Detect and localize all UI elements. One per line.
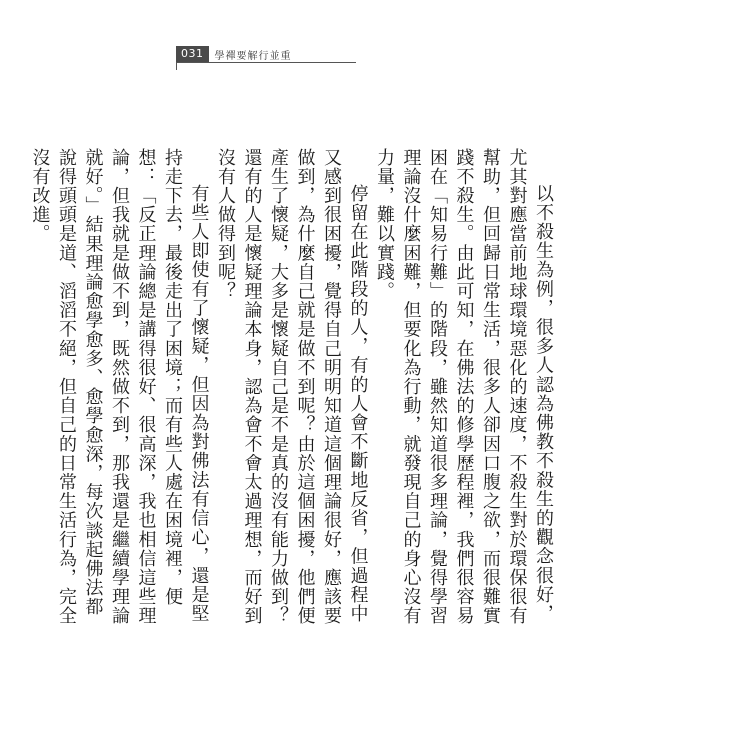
chapter-title: 學禪要解行並重 [214,50,292,62]
header-tick [176,62,177,70]
paragraph: 以不殺生為例，很多人認為佛教不殺生的觀念很好，尤其對應當前地球環境惡化的速度，不殺生對於環保很有幫助，但回歸日常生活，很多人卻因口腹之欲，而很難實踐不殺生。由此可知，在佛法的修學歷程裡，我們很容易困在「知易行難」的階段，雖然知道很多理論，覺得學習理論沒什麼困難，但要化為行動，就發現自己的身心沒有力量，難以實踐。 [374,148,554,626]
body-text [26,148,556,626]
paragraph: 停留在此階段的人，有的人會不斷地反省，但過程中又感到很困擾，覺得自己明明知道這個理論很好，應該要做到，為什麼自己就是做不到呢？由於這個困擾，他們便產生了懷疑，大多是懷疑自己是不是真的沒有能力做到？還有的人是懷疑理論本身，認為會不會太過理想，而好到沒有人做得到呢？ [215,148,369,626]
paragraph: 有些人即使有了懷疑，但因為對佛法有信心，還是堅持走下去，最後走出了困境；而有些人處在困境裡，便想：「反正理論總是講得很好、很高深，我也相信這些理論，但我就是做不到，既然做不到，那我還是繼續學理論就好。」結果理論愈學愈多、愈學愈深，每次談起佛法都說得頭頭是道、滔滔不絕，但自己的日常生活行為，完全沒有改進。 [29,148,210,626]
running-header [176,46,292,62]
page-number: 031 [176,46,209,62]
header-rule [176,62,356,63]
